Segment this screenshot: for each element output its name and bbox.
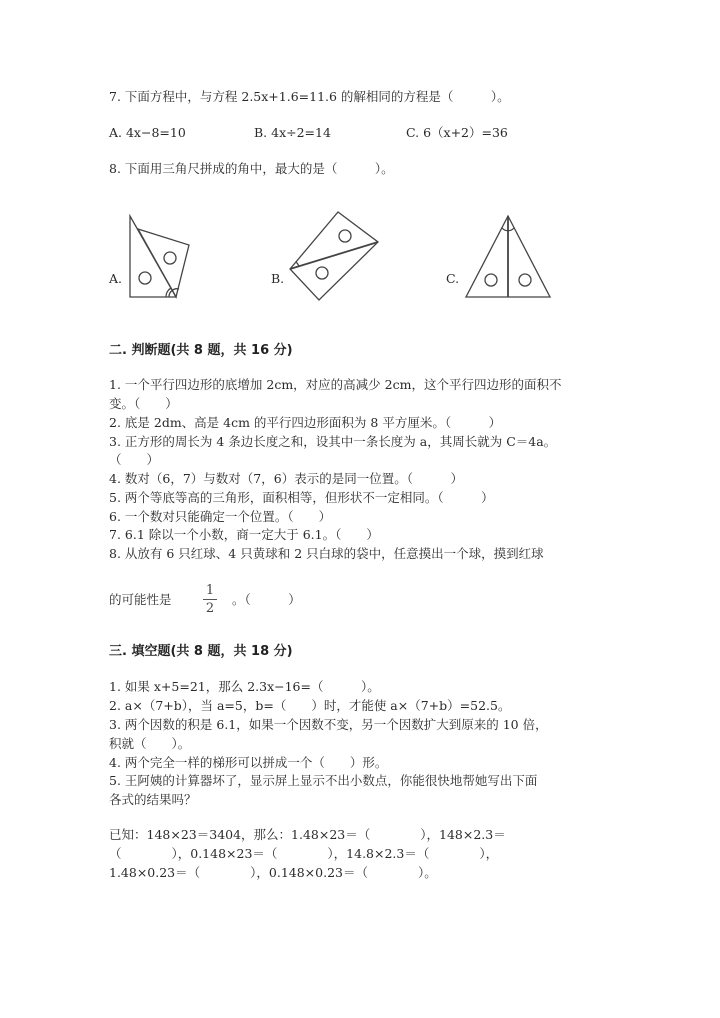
section-3-title: 三. 填空题(共 8 题，共 18 分) xyxy=(109,644,293,659)
tf-q8-tail-suffix: 。（ ） xyxy=(232,592,301,607)
known-line: 1.48×0.23＝（ ），0.148×0.23＝（ ）。 xyxy=(109,865,437,880)
tf-line: 3. 正方形的周长为 4 条边长度之和，设其中一条长度为 a，其周长就为 C＝4a。 xyxy=(109,434,557,449)
tf-line: 1. 一个平行四边形的底增加 2cm，对应的高减少 2cm，这个平行四边形的面积不 xyxy=(109,377,562,392)
tf-line: 变。（ ） xyxy=(109,396,178,411)
q7-option-a: A. 4x−8=10 xyxy=(109,125,186,140)
fill-line: 各式的结果吗？ xyxy=(109,792,197,807)
fraction-denominator: 2 xyxy=(205,601,215,616)
tf-line: 2. 底是 2dm、高是 4cm 的平行四边形面积为 8 平方厘米。（ ） xyxy=(109,415,502,430)
tf-line: 6. 一个数对只能确定一个位置。（ ） xyxy=(109,509,332,524)
triangle-ruler-figure-c xyxy=(464,214,554,300)
fraction-one-half xyxy=(203,583,217,616)
section-2-title: 二. 判断题(共 8 题，共 16 分) xyxy=(109,343,293,358)
figure-a-label: A. xyxy=(109,271,123,286)
tf-line: （ ） xyxy=(109,452,160,467)
q8-stem: 8. 下面用三角尺拼成的角中，最大的是（ ）。 xyxy=(109,161,394,176)
q7-option-b: B. 4x÷2=14 xyxy=(254,125,331,140)
tf-line: 8. 从放有 6 只红球、4 只黄球和 2 只白球的袋中，任意摸出一个球，摸到红球 xyxy=(109,546,544,561)
known-line: （ ），0.148×23＝（ ），14.8×2.3＝（ ）， xyxy=(109,846,499,861)
q7-stem: 7. 下面方程中，与方程 2.5x+1.6=11.6 的解相同的方程是（ ）。 xyxy=(109,89,510,104)
fill-line: 2. a×（7+b），当 a=5，b=（ ）时，才能使 a×（7+b）=52.5。 xyxy=(109,698,511,713)
fill-line: 3. 两个因数的积是 6.1，如果一个因数不变，另一个因数扩大到原来的 10 倍， xyxy=(109,717,548,732)
fill-line: 5. 王阿姨的计算器坏了，显示屏上显示不出小数点，你能很快地帮她写出下面 xyxy=(109,773,538,788)
tf-line: 4. 数对（6，7）与数对（7，6）表示的是同一位置。（ ） xyxy=(109,471,463,486)
figure-b-label: B. xyxy=(271,271,285,286)
fill-line: 4. 两个完全一样的梯形可以拼成一个（ ）形。 xyxy=(109,755,388,770)
fraction-numerator: 1 xyxy=(205,583,215,598)
fill-line: 积就（ ）。 xyxy=(109,736,191,751)
triangle-ruler-figure-a xyxy=(128,214,192,300)
tf-line: 7. 6.1 除以一个小数，商一定大于 6.1。（ ） xyxy=(109,527,379,542)
triangle-ruler-figure-b xyxy=(288,210,384,302)
tf-line: 5. 两个等底等高的三角形，面积相等，但形状不一定相同。（ ） xyxy=(109,490,494,505)
tf-q8-tail-prefix: 的可能性是 xyxy=(109,592,172,607)
known-line: 已知：148×23＝3404，那么：1.48×23＝（ ），148×2.3＝ xyxy=(109,827,506,842)
figure-c-label: C. xyxy=(446,271,460,286)
q7-option-c: C. 6（x+2）=36 xyxy=(406,125,508,140)
fill-line: 1. 如果 x+5=21，那么 2.3x−16=（ ）。 xyxy=(109,679,380,694)
